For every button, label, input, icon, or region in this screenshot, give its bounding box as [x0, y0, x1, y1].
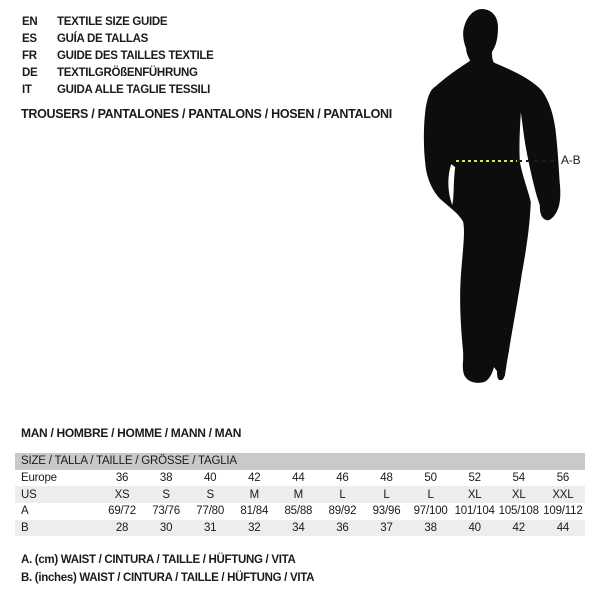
- size-row-label: Europe: [21, 472, 57, 485]
- language-code: FR: [22, 50, 37, 62]
- size-table-row: [15, 470, 585, 487]
- footnotes: [21, 552, 314, 587]
- size-cell: 56: [556, 472, 570, 485]
- language-code: EN: [22, 16, 38, 28]
- size-cell: 37: [364, 520, 408, 537]
- size-cell: 69/72: [108, 505, 136, 518]
- waist-measure-label: A-B: [561, 153, 581, 167]
- language-code: ES: [22, 33, 37, 45]
- language-code: IT: [22, 84, 32, 96]
- size-cell: 30: [144, 520, 188, 537]
- size-cell: 40: [453, 520, 497, 537]
- size-cell: 38: [409, 520, 453, 537]
- size-cell: 34: [276, 520, 320, 537]
- size-table-row: [15, 503, 585, 520]
- language-row-fr: [22, 48, 214, 65]
- size-cell: 105/108: [498, 505, 539, 518]
- man-silhouette-svg: [420, 2, 570, 390]
- size-cell: 85/88: [284, 505, 313, 518]
- footnote-a: A. (cm) WAIST / CINTURA / TAILLE / HÜFTUNG / VITA: [21, 554, 296, 566]
- size-cell: M: [276, 486, 320, 503]
- size-cell: 38: [159, 472, 173, 485]
- language-list: [22, 14, 214, 99]
- size-cell: 109/112: [543, 505, 583, 518]
- waist-measure-dotted-line: [456, 160, 517, 162]
- size-cell: S: [144, 486, 188, 503]
- size-cell: L: [364, 486, 408, 503]
- size-cell: L: [320, 486, 364, 503]
- size-cell: 32: [232, 520, 276, 537]
- language-label: GUIDE DES TAILLES TEXTILE: [57, 50, 214, 62]
- size-cell: 44: [541, 520, 585, 537]
- size-cell: 73/76: [152, 505, 180, 518]
- man-silhouette: [420, 2, 570, 390]
- size-cell: 31: [188, 520, 232, 537]
- size-cell: 44: [292, 472, 305, 485]
- size-table-row: [15, 486, 585, 503]
- size-row-label: A: [21, 505, 29, 518]
- size-table: [15, 453, 585, 536]
- size-cell: 81/84: [240, 505, 269, 518]
- size-cell: XL: [453, 486, 497, 503]
- size-cell: 54: [512, 472, 525, 485]
- size-cell: 46: [336, 472, 349, 485]
- size-cell: 77/80: [196, 505, 225, 518]
- language-label: GUIDA ALLE TAGLIE TESSILI: [57, 84, 211, 96]
- size-cell: 42: [248, 472, 261, 485]
- garment-title: TROUSERS / PANTALONES / PANTALONS / HOSEN / PANTALONI: [21, 107, 392, 121]
- size-cell: 42: [497, 520, 541, 537]
- size-cell: XS: [100, 486, 144, 503]
- size-table-row: [15, 520, 585, 537]
- language-row-it: [22, 82, 214, 99]
- size-cell: L: [409, 486, 453, 503]
- size-cell: 97/100: [413, 505, 448, 518]
- size-cell: 36: [115, 472, 129, 485]
- waist-measure-dashed-line: [518, 160, 558, 162]
- size-row-label: B: [15, 520, 100, 537]
- size-cell: XXL: [541, 486, 585, 503]
- size-cell: 28: [100, 520, 144, 537]
- size-row-label: US: [15, 486, 100, 503]
- size-cell: 36: [320, 520, 364, 537]
- size-cell: M: [232, 486, 276, 503]
- footnote-b: B. (inches) WAIST / CINTURA / TAILLE / HÜFTUNG / VITA: [21, 571, 315, 584]
- size-cell: 50: [424, 472, 437, 485]
- gender-section-title: MAN / HOMBRE / HOMME / MANN / MAN: [21, 426, 242, 440]
- language-label: TEXTILGRÖßENFÜHRUNG: [57, 67, 198, 79]
- size-cell: 52: [468, 472, 481, 485]
- language-row-en: [22, 14, 214, 31]
- language-row-es: [22, 31, 214, 48]
- size-table-header-row: [15, 453, 585, 470]
- size-cell: 48: [380, 472, 393, 485]
- size-cell: 40: [203, 472, 217, 485]
- size-table-body: [15, 453, 585, 536]
- size-cell: 89/92: [328, 505, 357, 518]
- size-cell: S: [188, 486, 232, 503]
- size-cell: 101/104: [454, 505, 495, 518]
- language-label: GUÍA DE TALLAS: [57, 33, 148, 45]
- language-row-de: [22, 65, 214, 82]
- language-label: TEXTILE SIZE GUIDE: [57, 16, 168, 28]
- size-cell: 93/96: [372, 505, 401, 518]
- size-cell: XL: [497, 486, 541, 503]
- language-code: DE: [22, 67, 38, 79]
- size-table-header: SIZE / TALLA / TAILLE / GRÖSSE / TAGLIA: [15, 453, 585, 470]
